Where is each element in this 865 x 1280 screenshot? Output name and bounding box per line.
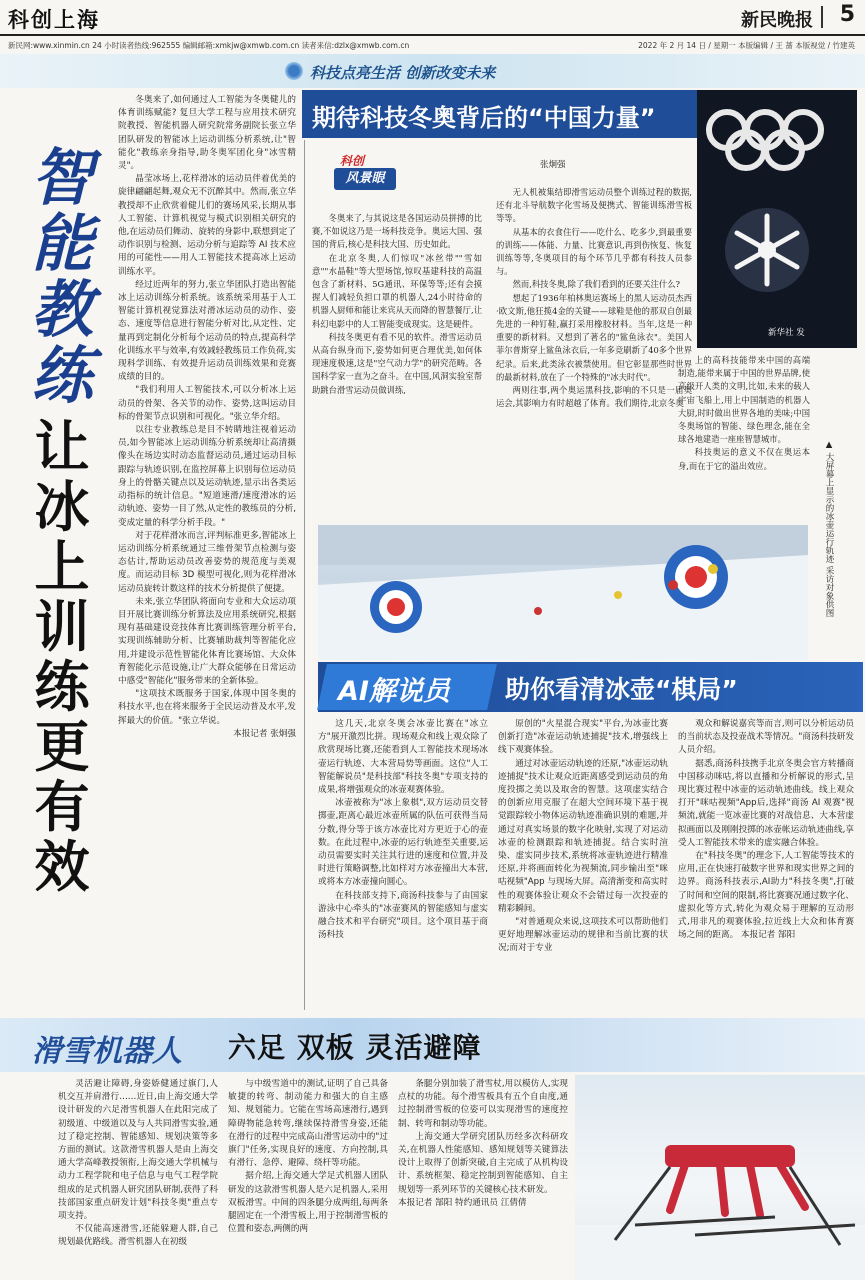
- header-date-editors: 2022 年 2 月 14 日 / 星期一 本版编辑 / 王 蔷 本版视觉 / 竹建英: [638, 41, 855, 50]
- headline-char: 教: [30, 273, 93, 346]
- slogan-text: 科技点亮生活 创新改变未来: [310, 64, 496, 82]
- paragraph: 然而,科技冬奥,除了我们看到的还要关注什么?: [512, 279, 680, 290]
- paragraph: 未来,张立华团队将面向专业和大众运动项目开展比赛训练分析算法及应用系统研究,根据现有基础建设竞技体育比赛训练管理分析平台,实现训练辅助分析、比赛辅助裁判等智能化应用,并建设示范性智能化体育比赛场馆、大众体育智能化示范设施,让广大群众能够在日常运动中感受"智能化"服务带来的全新体验。: [118, 596, 296, 686]
- paragraph: 冬奥来了,如何通过人工智能为冬奥健儿的体育训练赋能? 复旦大学工程与应用技术研究院教授、智能机器人研究院常务副院长张立华团队研发的智能冰上运动训练分析系统,让"智能化"教练亲身指导,助冬奥军团化身"冰雪精灵"。: [118, 95, 296, 172]
- headline-char: 上: [34, 535, 90, 599]
- headline-char: 练: [30, 339, 93, 412]
- headline-char: 冰: [34, 475, 90, 539]
- vertical-headline: [16, 141, 108, 899]
- paragraph: 对于花样滑冰而言,评判标准更多,智能冰上运动训练分析系统通过三维骨架节点检测与姿态估计,帮助运动员改善姿势的规范度与美观度。而运动目标 3D 模型可视化,则为花样滑冰运动员旋转计数这样的技术分析提供了便捷。: [118, 530, 296, 594]
- rings-snowflake-graphic: [697, 90, 857, 348]
- paragraph: 想起了1936年柏林奥运赛场上的黑人运动员杰西·欧文斯,他狂揽4金的关键——球鞋是他的那双自创最先进的一种钉鞋,赢打采用橡胶材料。当年,这是一种重要的新材料。又想到了著名的"鲨鱼泳衣"。美国人菲尔普斯穿上鲨鱼泳衣后,一年多竞刷新了40多个世界纪录。后来,此类泳衣被禁使用。但它彰显那些时世界的最新材料,放在了一个特殊的"冰夫时代"。: [496, 292, 692, 382]
- article4-col3: [398, 1078, 568, 1276]
- header-rule: [0, 34, 865, 36]
- column-tag: 风景眼: [334, 168, 396, 190]
- paragraph: 在"科技冬奥"的理念下,人工智能等技术的应用,正在快速打破数字世界和现实世界之间的边界。商汤科技表示,AI助力"科技冬奥",打破了时间和空间的限制,将比赛赛况通过数字化、虚拟化等方式,转化为观众易于理解的互动形式,用非凡的观赛体验,拉近线上大众和体育赛场之间的距离。 本报记者 郜阳: [678, 851, 854, 941]
- byline: 本报记者 郜阳 特约通讯员 江倩倩: [398, 1197, 527, 1208]
- article2-col2: [496, 186, 692, 522]
- photo-caption: ▲ 大屏幕上显示的冰壶运行轨迹 采访对象供图: [824, 440, 834, 617]
- byline: 本报记者 张炯强: [233, 728, 296, 739]
- article3-headline: 助你看清冰壶“棋局”: [505, 675, 738, 704]
- article2-headline: 期待科技冬奥背后的“中国力量”: [312, 104, 656, 132]
- snowflake-icon: [285, 62, 303, 80]
- headline-part-b: [16, 417, 108, 897]
- paragraph: 据介绍,上海交通大学足式机器人团队研发的这款滑雪机器人是六足机器人,采用双板滑雪。中间的四条腿分成两组,每两条腿固定在一个滑雪板上,用于控制滑雪板的位置和姿态,两侧的两: [228, 1171, 388, 1235]
- headline-char: 智: [30, 141, 93, 214]
- paragraph: 在科技部支持下,商汤科技参与了由国家游泳中心牵头的"冰壶赛风的智能感知与虚实融合技术和平台研究"项目。这个项目基于商汤科技: [318, 890, 488, 941]
- article3-col2: [498, 718, 668, 1014]
- paragraph: 科技冬奥更有看不见的软件。滑雪运动员从高台纵身而下,姿势如何更合理优美,如何体现速度极速,这是"空气动力学"的研究范畴。各国科学家一直为之奋斗。在中国,风洞实验室帮助跳台滑雪运动员做训练,: [312, 331, 482, 395]
- article4-col2: [228, 1078, 388, 1276]
- ai-tag: AI解说员: [338, 676, 450, 707]
- paragraph: 以往专业教练总是目不转睛地注视着运动员,如今智能冰上运动训练分析系统却让高清摄像头在场边实时动态监督运动员,通过运动目标跟踪与轨迹识别,在监控屏幕上识别每位运动员身上的骨骼关键点以及运动轨迹,显示出各类运动指标的统计信息。"短道速滑/速度滑冰的运动轨迹、姿势一目了然,从定性的教练员的分析,变成定量的科学分析手段。": [118, 425, 296, 528]
- header-contact-info: 新民网:www.xinmin.cn 24 小时读者热线:962555 编辑邮箱:xmkjw@xmwb.com.cn 读者来信:dzlx@xmwb.com.cn: [8, 41, 410, 50]
- article3-col1: [318, 718, 488, 1014]
- paragraph: "我们利用人工智能技术,可以分析冰上运动员的骨架、各关节的动作、姿势,这叫运动目标的骨架节点识别和可视化。"张立华介绍。: [118, 385, 296, 422]
- olympic-rings-photo: [697, 90, 857, 348]
- article3-col3: [678, 718, 854, 1014]
- curling-screen-photo: [318, 525, 808, 660]
- paragraph: 这几天,北京冬奥会冰壶比赛在"冰立方"展开激烈比拼。现场观众和线上观众除了欣赏现场比赛,还能看到人工智能技术现场冰壶运行轨迹、大本营局势等画面。这位"人工智能解说员"是科技部"科技冬奥"专项支持的成果,将增强观众的冰壶观赛体验。: [318, 719, 488, 796]
- paragraph: "对普通观众来说,这项技术可以帮助他们更好地理解冰壶运动的规律和当前比赛的状况;而对于专业: [498, 917, 668, 954]
- ski-robot-photo: [575, 1075, 865, 1280]
- paragraph: 冬奥来了,与其说这是各国运动员拼搏的比赛,不如说这乃是一场科技竞争。奥运大国、强国的背后,核心是科技大国、历史如此。: [312, 213, 482, 250]
- headline-char: 练: [34, 655, 90, 719]
- article4-headline: 六足 双板 灵活避障: [228, 1031, 482, 1064]
- headline-char: 能: [30, 207, 93, 280]
- headline-char: 效: [34, 835, 90, 899]
- header-divider: [821, 6, 823, 28]
- paragraph: 与中级雪道中的测试,证明了自己具备敏捷的转弯、制动能力和强大的自主感知、规划能力。它能在雪场高速滑行,遇到障碍物能急转弯,继续保持滑雪身姿,还能在滑行的过程中完成高山滑雪运动中的"过旗门"任务,实现良好的速度、方向控制,具有滑行、急停、避障、绕杆等功能。: [228, 1079, 388, 1169]
- paragraph: 冰壶被称为"冰上象棋",双方运动员交替掷壶,距离心最近冰壶所属的队伍可获得当局分数,得分等于该方冰壶比对方更近于心的壶数。在此过程中,冰壶的运行轨迹至关重要,运动员需要实时关注其行进的速度和位置,并及时进行策略调整,比如样对方冰壶撞出大本营,或将本方冰壶撞向圆心。: [318, 798, 488, 888]
- paragraph: 科技奥运的意义不仅在奥运本身,而在于它的溢出效应。: [678, 447, 810, 471]
- paragraph: 在北京冬奥,人们惊叹"冰丝带""雪如意""水晶鞋"等大型场馆,惊叹基建科技的高温包含了新材料、5G通讯、环保等等;还有会摸握人们减轻负担口罩的机器人,24小时待命的机器人厨师和能让来宾从天而降的智慧餐厅,让科幻电影中的人工智能变成现实。这是硬件。: [312, 252, 482, 329]
- paragraph: 无人机被集结即滑雪运动员整个训练过程的数据,还有北斗导航数字化雪场及便携式、智能训练滑雪板等等。: [496, 187, 692, 224]
- paragraph: 原创的"火星混合现实"平台,为冰壶比赛创新打造"冰壶运动轨迹捕捉"技术,增强线上线下观赛体验。: [498, 719, 668, 756]
- article2-col1: [312, 212, 482, 522]
- paragraph: 据悉,商汤科技携手北京冬奥会官方转播商中国移动咪咕,将以直播和分析解说的形式,呈现比赛过程中冰壶的运动轨迹曲线。线上观众打开"咪咕视频"App后,选择"商汤 AI 观赛"视频流,就能一览冰壶比赛的对战信息、大本营虚拟画面以及刚刚投掷的冰壶帐运动轨迹曲线,享受人工智能技术带来的虚实融合体验。: [678, 758, 854, 848]
- paragraph: 从基本的衣食住行——吃什么、吃多少,到最重要的训练——体能、力量、比赛意识,再到伤恢复、恢复训练等等,冬奥项目的每个环节几乎都有科技人员参与。: [496, 226, 692, 277]
- ski-robot-graphic: [575, 1075, 865, 1280]
- column-divider: [304, 140, 305, 1010]
- section-title: 科创上海: [8, 8, 100, 32]
- article2-author: 张炯强: [540, 160, 566, 170]
- paragraph: 灵活避让障碍,身姿娇健通过旗门,人机交互并肩滑行……近日,由上海交通大学设计研发的六足滑雪机器人在此阳完成了初级道、中级道以及与人共同滑雪实验,通过了稳定控制、智能感知、规划决策等多方面的测试。这款滑雪机器人是由上海交通大学高峰教授领衔,上海交通大学机械与动力工程学院和电子信息与电气工程学院组成的足式机器人研究团队研制,获得了科技部国家重点研发计划"科技冬奥"重点专项支持。: [58, 1079, 218, 1222]
- paragraph: 经过近两年的努力,张立华团队打造出智能冰上运动训练分析系统。该系统采用基于人工智能计算机视觉算法对滑冰运动员的动作、姿态、速度等信息进行智能分析对比,从定性、定量再到定制化分析每个运动员的特点,提高科学化训练水平与效率,有效减轻教练员工作负荷,实现科学训练、有效提升运动员训练效果和竞赛成绩的目的。: [118, 279, 296, 383]
- article1-body: [118, 94, 296, 1014]
- photo-credit: 新华社 发: [768, 328, 805, 338]
- headline-part-a: [16, 141, 108, 412]
- headline-char: 有: [34, 775, 90, 839]
- headline-char: 让: [34, 415, 90, 479]
- paragraph: 观众和解说嘉宾等而言,则可以分析运动员的当前状态及投壶战术等情况。"商汤科技研发人员介绍。: [678, 719, 854, 756]
- paragraph: 上海交通大学研究团队历经多次科研攻关,在机器人性能感知、感知规划等关键算法设计上取得了创新突破,自主完成了从机构设计、系统框架、稳定控制到智能感知、自主规划等一系列环节的关键核心技术研发。: [398, 1131, 568, 1195]
- ski-tag: 滑雪机器人: [32, 1034, 182, 1069]
- headline-char: 训: [34, 595, 90, 659]
- paragraph: "这项技术既服务于国家,体现中国冬奥的科技水平,也在将来服务于全民运动普及水平,发挥最大的价值。"张立华说。: [118, 689, 296, 726]
- article2-col3: [678, 354, 810, 524]
- article4-col1: [58, 1078, 218, 1276]
- headline-char: 更: [34, 715, 90, 779]
- page-number: 5: [839, 2, 855, 27]
- column-tag-small: 科创: [340, 154, 365, 168]
- curling-sheet-graphic: [318, 525, 808, 660]
- paragraph: 通过对冰壶运动轨迹的还原,"冰壶运动轨迹捕捉"技术让观众近距离感受到运动员的角度投掷之美以及取舍的智慧。这项虚实结合的创新应用克服了在超大空间环境下基于视觉跟踪较小物体运动轨迹准确识别的难题,并通过对真实场景的数字化映射,实现了对运动冰壶的检测跟踪和轨迹捕捉。结合实时渲染、虚实同步技术,系统将冰壶轨迹进行精准还原,并将画面转化为视频流,同步输出至"咪咕视频"App 与现场大屏。高清渐变和高实时性的观赛体验让观众不会错过每一次投壶的精彩瞬间。: [498, 758, 668, 914]
- paper-name: 新民晚报: [741, 10, 813, 31]
- paragraph: 两则往事,两个奥运黑科技,影响的不只是一届奥运会,其影响力有时超越了体育。我们期待,北京冬奥: [496, 385, 692, 409]
- paragraph: 条腿分别加装了滑雪杖,用以模仿人,实现点杖的功能。每个滑雪板具有五个自由度,通过控制滑雪板的位姿可以实现滑雪的速度控制、转弯和制动等功能。: [398, 1079, 568, 1129]
- paragraph: 上的高科技能带来中国的高端制造,能带来属于中国的世界品牌,使高级开人类的文明,比如,未来的载人宇宙飞船上,用上中国制造的机器人大厨,时时做出世界各地的美味;中国冬奥场馆的智能、绿色理念,能在全球各地建造一座座智慧城市。: [678, 355, 810, 445]
- paragraph: 晶莹冰场上,花样滑冰的运动员伴着优美的旋律翩翩起舞,观众无不沉醉其中。然而,张立华教授却不止欣赏着健儿们的赛场风采,长期从事人工智能、计算机视觉与模式识别相关研究的他,在运动员们舞动、旋转的身影中,联想到定了动作识别与检测、运动分析与追踪等 AI 技术应用的可能性——用人工智能技术提高冰上运动训练水平。: [118, 174, 296, 277]
- paragraph: 不仅能高速滑雪,还能躲避人群,自己规划最优路线。滑雪机器人在初级: [58, 1224, 218, 1248]
